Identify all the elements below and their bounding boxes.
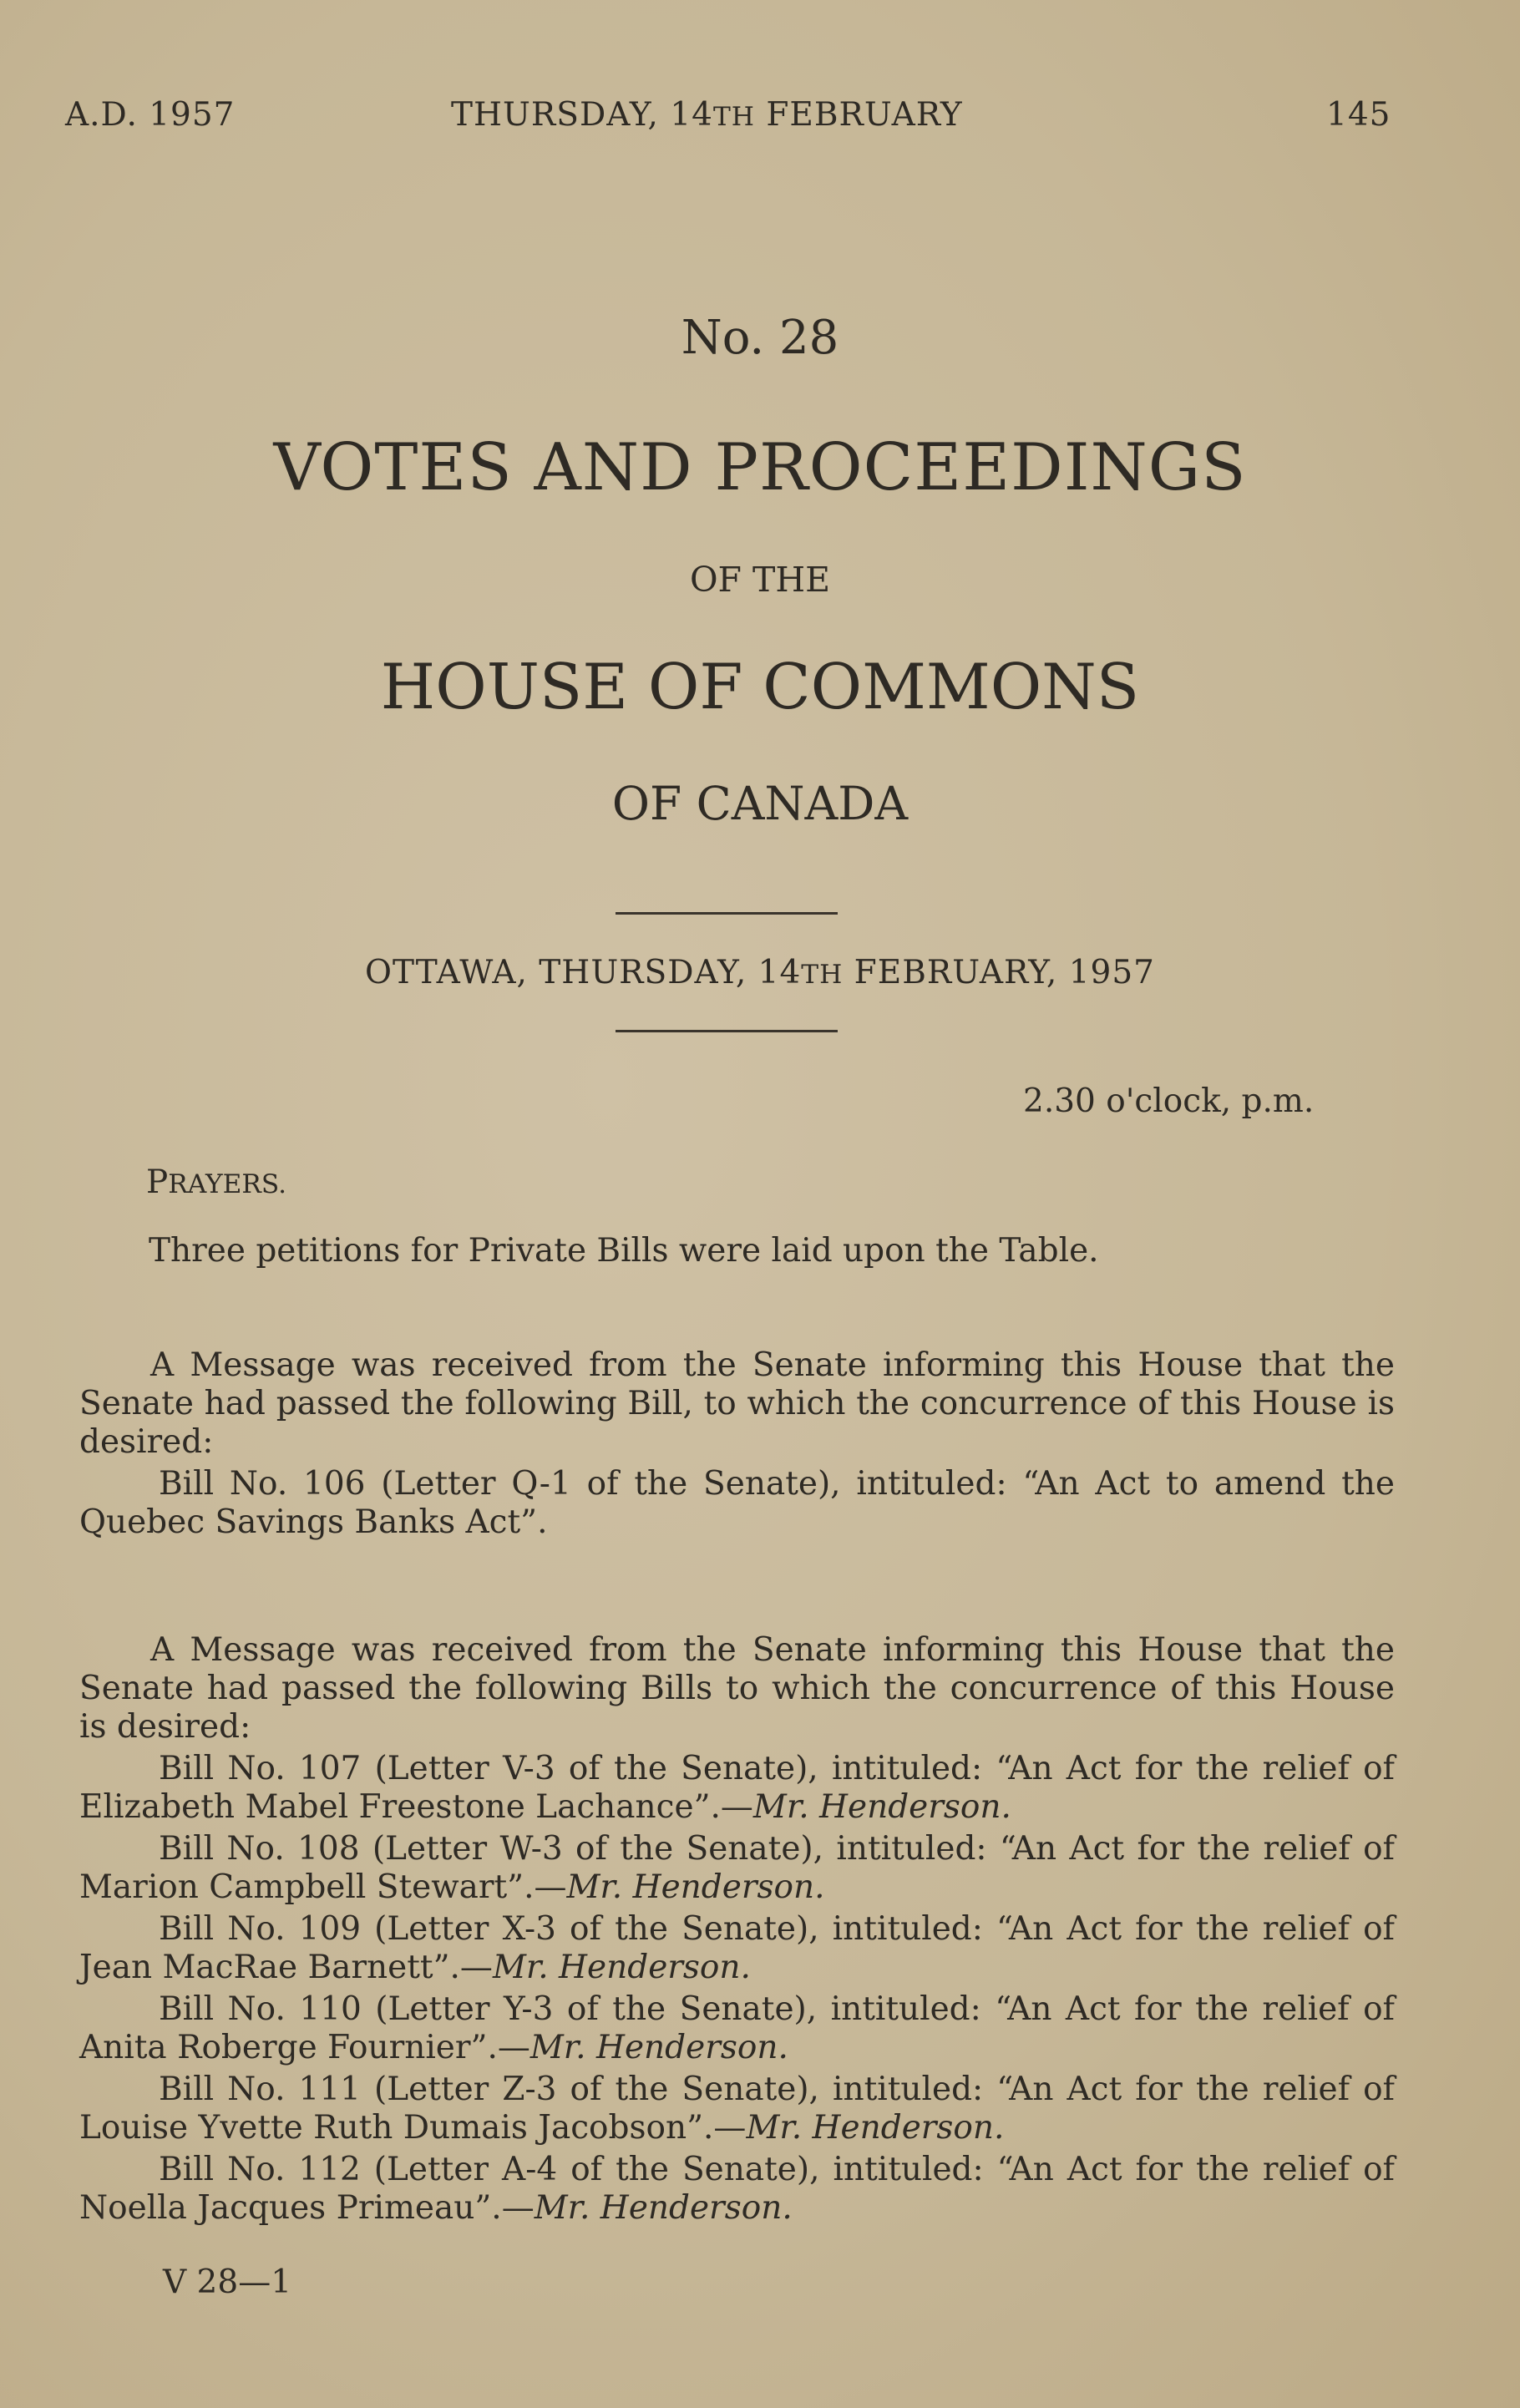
sponsor-name: Mr. Henderson. [752,1788,1011,1826]
issue-number: No. 28 [681,311,839,365]
sitting-time: 2.30 o'clock, p.m. [1023,1082,1315,1120]
petitions-paragraph: Three petitions for Private Bills were laid upon the Table. [149,1232,1099,1270]
sponsor-name: Mr. Henderson. [534,2189,793,2227]
senate-message-2 [79,1631,1395,2228]
sponsor-name: Mr. Henderson. [492,1949,751,1986]
sponsor-name: Mr. Henderson. [566,1868,825,1906]
bill-entry: Bill No. 109 (Letter X-3 of the Senate), intituled: “An Act for the relief of Jean MacRae Barnett”.—Mr. Henderson. [79,1910,1395,1986]
running-header-date: THURSDAY, 14TH FEBRUARY [451,96,963,134]
sponsor-name: Mr. Henderson. [746,2109,1005,2147]
page-number: 145 [1326,96,1391,134]
date-line: OTTAWA, THURSDAY, 14TH FEBRUARY, 1957 [365,954,1155,991]
bill-entry: Bill No. 110 (Letter Y-3 of the Senate), intituled: “An Act for the relief of Anita Roberge Fournier”.—Mr. Henderson. [79,1990,1395,2066]
message-intro: A Message was received from the Senate informing this House that the Senate had passed the following Bill, to which the concurrence of this House is desired: [79,1346,1395,1461]
title-house-of-commons: HOUSE OF COMMONS [380,650,1140,723]
senate-message-1 [79,1346,1395,1542]
bill-entry: Bill No. 108 (Letter W-3 of the Senate), intituled: “An Act for the relief of Marion Campbell Stewart”.—Mr. Henderson. [79,1830,1395,1906]
divider-top [616,912,838,915]
running-header-year: A.D. 1957 [65,96,236,134]
prayers-heading: PRAYERS. [146,1163,286,1201]
title-of-the: OF THE [689,560,831,600]
divider-bottom [616,1030,838,1032]
title-of-canada: OF CANADA [611,777,909,830]
message-intro: A Message was received from the Senate informing this House that the Senate had passed the following Bills to which the concurrence of this House is desired: [79,1631,1395,1746]
bill-entry: Bill No. 111 (Letter Z-3 of the Senate), intituled: “An Act for the relief of Louise Yvette Ruth Dumais Jacobson”.—Mr. Henderson. [79,2071,1395,2147]
title-votes-and-proceedings: VOTES AND PROCEEDINGS [273,430,1247,505]
sponsor-name: Mr. Henderson. [529,2029,788,2066]
bill-entry: Bill No. 106 (Letter Q-1 of the Senate), intituled: “An Act to amend the Quebec Savings Banks Act”. [79,1465,1395,1541]
bill-entry: Bill No. 107 (Letter V-3 of the Senate), intituled: “An Act for the relief of Elizabeth Mabel Freestone Lachance”.—Mr. Henderson. [79,1750,1395,1826]
signature-mark: V 28—1 [163,2264,292,2301]
bill-entry: Bill No. 112 (Letter A-4 of the Senate), intituled: “An Act for the relief of Noella Jacques Primeau”.—Mr. Henderson. [79,2151,1395,2227]
